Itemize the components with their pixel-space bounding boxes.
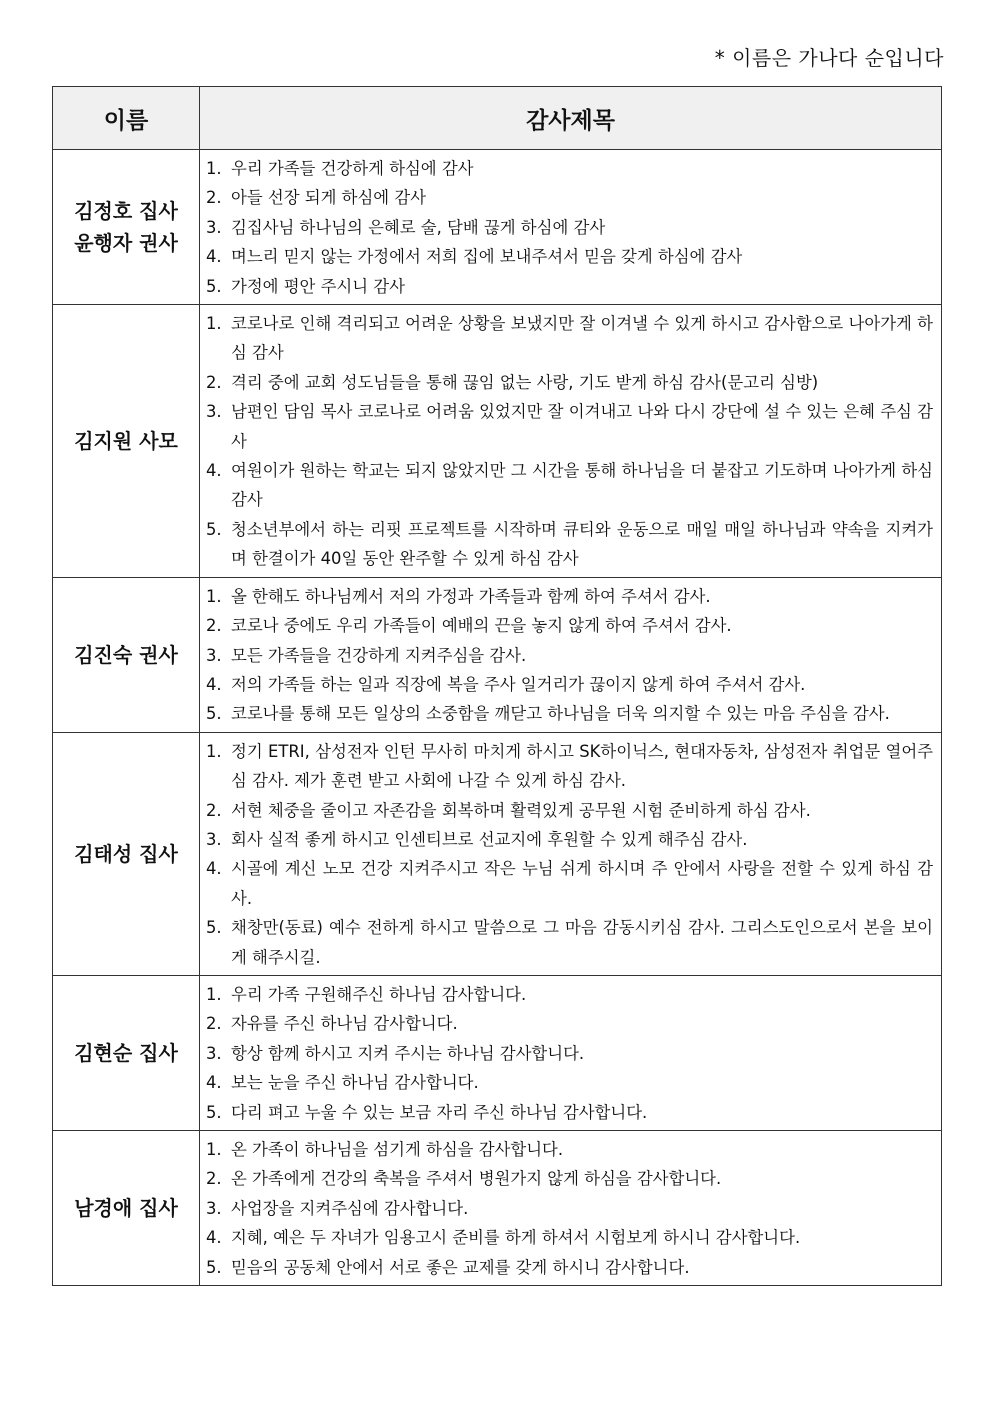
- item-text: 보는 눈을 주신 하나님 감사합니다.: [231, 1073, 479, 1093]
- item-number: 5.: [206, 1257, 222, 1277]
- item-text: 온 가족에게 건강의 축복을 주셔서 병원가지 않게 하심을 감사합니다.: [231, 1169, 722, 1189]
- item-number: 2.: [206, 800, 222, 820]
- thanks-list-cell: [200, 1131, 942, 1286]
- thanks-list-cell: [200, 732, 942, 975]
- item-text: 청소년부에서 하는 리핏 프로젝트를 시작하며 큐티와 운동으로 매일 매일 하나님과 약속을 지켜가며 한결이가 40일 동안 완주할 수 있게 하심 감사: [231, 519, 933, 569]
- thanks-list-cell: [200, 150, 942, 305]
- list-item: [206, 854, 933, 913]
- list-item: [206, 641, 933, 670]
- thanks-list-cell: [200, 305, 942, 578]
- thanksgiving-table: [52, 86, 942, 1286]
- item-text: 회사 실적 좋게 하시고 인센티브로 선교지에 후원할 수 있게 해주심 감사.: [231, 829, 748, 849]
- item-text: 온 가족이 하나님을 섬기게 하심을 감사합니다.: [231, 1140, 564, 1159]
- table-row: [53, 732, 942, 975]
- person-name-cell: [53, 150, 200, 305]
- item-number: 5.: [206, 704, 222, 724]
- thanks-list: [206, 154, 933, 301]
- sort-order-note: * 이름은 가나다 순입니다: [714, 46, 944, 70]
- list-item: [206, 183, 933, 212]
- item-number: 3.: [206, 1198, 222, 1218]
- item-number: 1.: [206, 984, 222, 1004]
- item-number: 5.: [206, 1102, 222, 1122]
- item-text: 코로나로 인해 격리되고 어려운 상황을 보냈지만 잘 이겨낼 수 있게 하시고 감사함으로 나아가게 하심 감사: [231, 314, 933, 363]
- item-text: 우리 가족들 건강하게 하심에 감사: [231, 159, 474, 178]
- item-number: 2.: [206, 1169, 222, 1189]
- list-item: [206, 1068, 933, 1097]
- list-item: [206, 1039, 933, 1068]
- list-item: [206, 582, 933, 611]
- item-text: 며느리 믿지 않는 가정에서 저희 집에 보내주셔서 믿음 갖게 하심에 감사: [231, 247, 743, 267]
- item-number: 2.: [206, 188, 222, 208]
- item-number: 2.: [206, 616, 222, 636]
- item-text: 여원이가 원하는 학교는 되지 않았지만 그 시간을 통해 하나님을 더 붙잡고 기도하며 나아가게 하심 감사: [231, 461, 933, 510]
- list-item: [206, 1253, 933, 1282]
- list-item: [206, 670, 933, 699]
- item-number: 3.: [206, 829, 222, 849]
- item-number: 1.: [206, 159, 222, 178]
- table-header-row: [53, 87, 942, 150]
- list-item: [206, 213, 933, 242]
- item-text: 가정에 평안 주시니 감사: [231, 276, 405, 296]
- list-item: [206, 1164, 933, 1193]
- list-item: [206, 913, 933, 972]
- list-item: [206, 242, 933, 271]
- list-item: [206, 1098, 933, 1127]
- person-name-cell: [53, 732, 200, 975]
- thanks-list: [206, 309, 933, 574]
- table-row: [53, 975, 942, 1130]
- item-number: 2.: [206, 372, 222, 392]
- item-number: 5.: [206, 918, 222, 938]
- list-item: [206, 980, 933, 1009]
- item-number: 3.: [206, 645, 222, 665]
- item-number: 5.: [206, 519, 222, 539]
- thanks-list-cell: [200, 577, 942, 732]
- table-row: [53, 577, 942, 732]
- item-text: 남편인 담임 목사 코로나로 어려움 있었지만 잘 이겨내고 나와 다시 강단에 설 수 있는 은혜 주심 감사: [231, 402, 933, 451]
- list-item: [206, 1223, 933, 1252]
- person-name: 김정호 집사: [74, 199, 178, 224]
- item-number: 3.: [206, 217, 222, 237]
- person-name: 김태성 집사: [74, 841, 178, 866]
- item-text: 코로나 중에도 우리 가족들이 예배의 끈을 놓지 않게 하여 주셔서 감사.: [231, 616, 732, 636]
- list-item: [206, 699, 933, 728]
- list-item: [206, 737, 933, 796]
- header-thanks-topics: 감사제목: [200, 87, 942, 150]
- item-number: 4.: [206, 859, 222, 879]
- person-name: 김진숙 권사: [74, 642, 178, 667]
- person-name-cell: [53, 305, 200, 578]
- list-item: [206, 1194, 933, 1223]
- item-text: 다리 펴고 누울 수 있는 보금 자리 주신 하나님 감사합니다.: [231, 1102, 648, 1122]
- item-number: 4.: [206, 247, 222, 267]
- item-text: 올 한해도 하나님께서 저의 가정과 가족들과 함께 하여 주셔서 감사.: [231, 586, 711, 606]
- list-item: [206, 796, 933, 825]
- item-text: 서현 체중을 줄이고 자존감을 회복하며 활력있게 공무원 시험 준비하게 하심 감사.: [231, 800, 811, 820]
- person-name: 김지원 사모: [74, 428, 178, 453]
- item-text: 시골에 계신 노모 건강 지켜주시고 작은 누님 쉬게 하시며 주 안에서 사랑을 전할 수 있게 하심 감사.: [231, 859, 933, 908]
- item-text: 자유를 주신 하나님 감사합니다.: [231, 1014, 458, 1034]
- person-name-cell: [53, 975, 200, 1130]
- person-name-cell: [53, 1131, 200, 1286]
- item-number: 1.: [206, 1140, 222, 1159]
- table-row: [53, 305, 942, 578]
- item-text: 김집사님 하나님의 은혜로 술, 담배 끊게 하심에 감사: [231, 217, 606, 237]
- item-number: 4.: [206, 461, 222, 481]
- item-number: 5.: [206, 276, 222, 296]
- item-number: 4.: [206, 1073, 222, 1093]
- item-text: 격리 중에 교회 성도님들을 통해 끊임 없는 사랑, 기도 받게 하심 감사(문고리 심방): [231, 372, 819, 392]
- person-name-cell: [53, 577, 200, 732]
- item-text: 아들 선장 되게 하심에 감사: [231, 188, 427, 208]
- thanks-list: [206, 980, 933, 1127]
- person-name: 김현순 집사: [74, 1040, 178, 1065]
- table-row: [53, 1131, 942, 1286]
- item-number: 1.: [206, 586, 222, 606]
- item-text: 코로나를 통해 모든 일상의 소중함을 깨닫고 하나님을 더욱 의지할 수 있는 마음 주심을 감사.: [231, 704, 890, 724]
- item-text: 정기 ETRI, 삼성전자 인턴 무사히 마치게 하시고 SK하이닉스, 현대자동차, 삼성전자 취업문 열어주심 감사. 제가 훈련 받고 사회에 나갈 수 있게 하심 감사.: [231, 741, 933, 791]
- person-name: 윤행자 권사: [74, 231, 178, 256]
- item-text: 채창만(동료) 예수 전하게 하시고 말씀으로 그 마음 감동시키심 감사. 그리스도인으로서 본을 보이게 해주시길.: [231, 918, 933, 967]
- item-text: 믿음의 공동체 안에서 서로 좋은 교제를 갖게 하시니 감사합니다.: [231, 1257, 690, 1277]
- thanks-list: [206, 1135, 933, 1282]
- person-name: 남경애 집사: [74, 1196, 178, 1221]
- table-row: [53, 150, 942, 305]
- list-item: [206, 309, 933, 368]
- list-item: [206, 397, 933, 456]
- list-item: [206, 1135, 933, 1164]
- list-item: [206, 456, 933, 515]
- item-number: 4.: [206, 674, 222, 694]
- item-number: 2.: [206, 1014, 222, 1034]
- item-number: 3.: [206, 1043, 222, 1063]
- list-item: [206, 1009, 933, 1038]
- item-text: 지혜, 예은 두 자녀가 임용고시 준비를 하게 하셔서 시험보게 하시니 감사합니다.: [231, 1228, 801, 1248]
- list-item: [206, 611, 933, 640]
- item-number: 1.: [206, 741, 222, 761]
- item-text: 모든 가족들을 건강하게 지켜주심을 감사.: [231, 645, 527, 665]
- item-number: 3.: [206, 402, 222, 422]
- item-text: 사업장을 지켜주심에 감사합니다.: [231, 1198, 469, 1218]
- item-number: 4.: [206, 1228, 222, 1248]
- thanks-list: [206, 582, 933, 729]
- thanks-list-cell: [200, 975, 942, 1130]
- header-name: 이름: [53, 87, 200, 150]
- list-item: [206, 825, 933, 854]
- list-item: [206, 368, 933, 397]
- list-item: [206, 154, 933, 183]
- thanks-list: [206, 737, 933, 972]
- item-number: 1.: [206, 314, 222, 334]
- list-item: [206, 272, 933, 301]
- list-item: [206, 515, 933, 574]
- item-text: 우리 가족 구원해주신 하나님 감사합니다.: [231, 984, 527, 1004]
- item-text: 항상 함께 하시고 지켜 주시는 하나님 감사합니다.: [231, 1043, 585, 1063]
- item-text: 저의 가족들 하는 일과 직장에 복을 주사 일거리가 끊이지 않게 하여 주셔서 감사.: [231, 674, 806, 694]
